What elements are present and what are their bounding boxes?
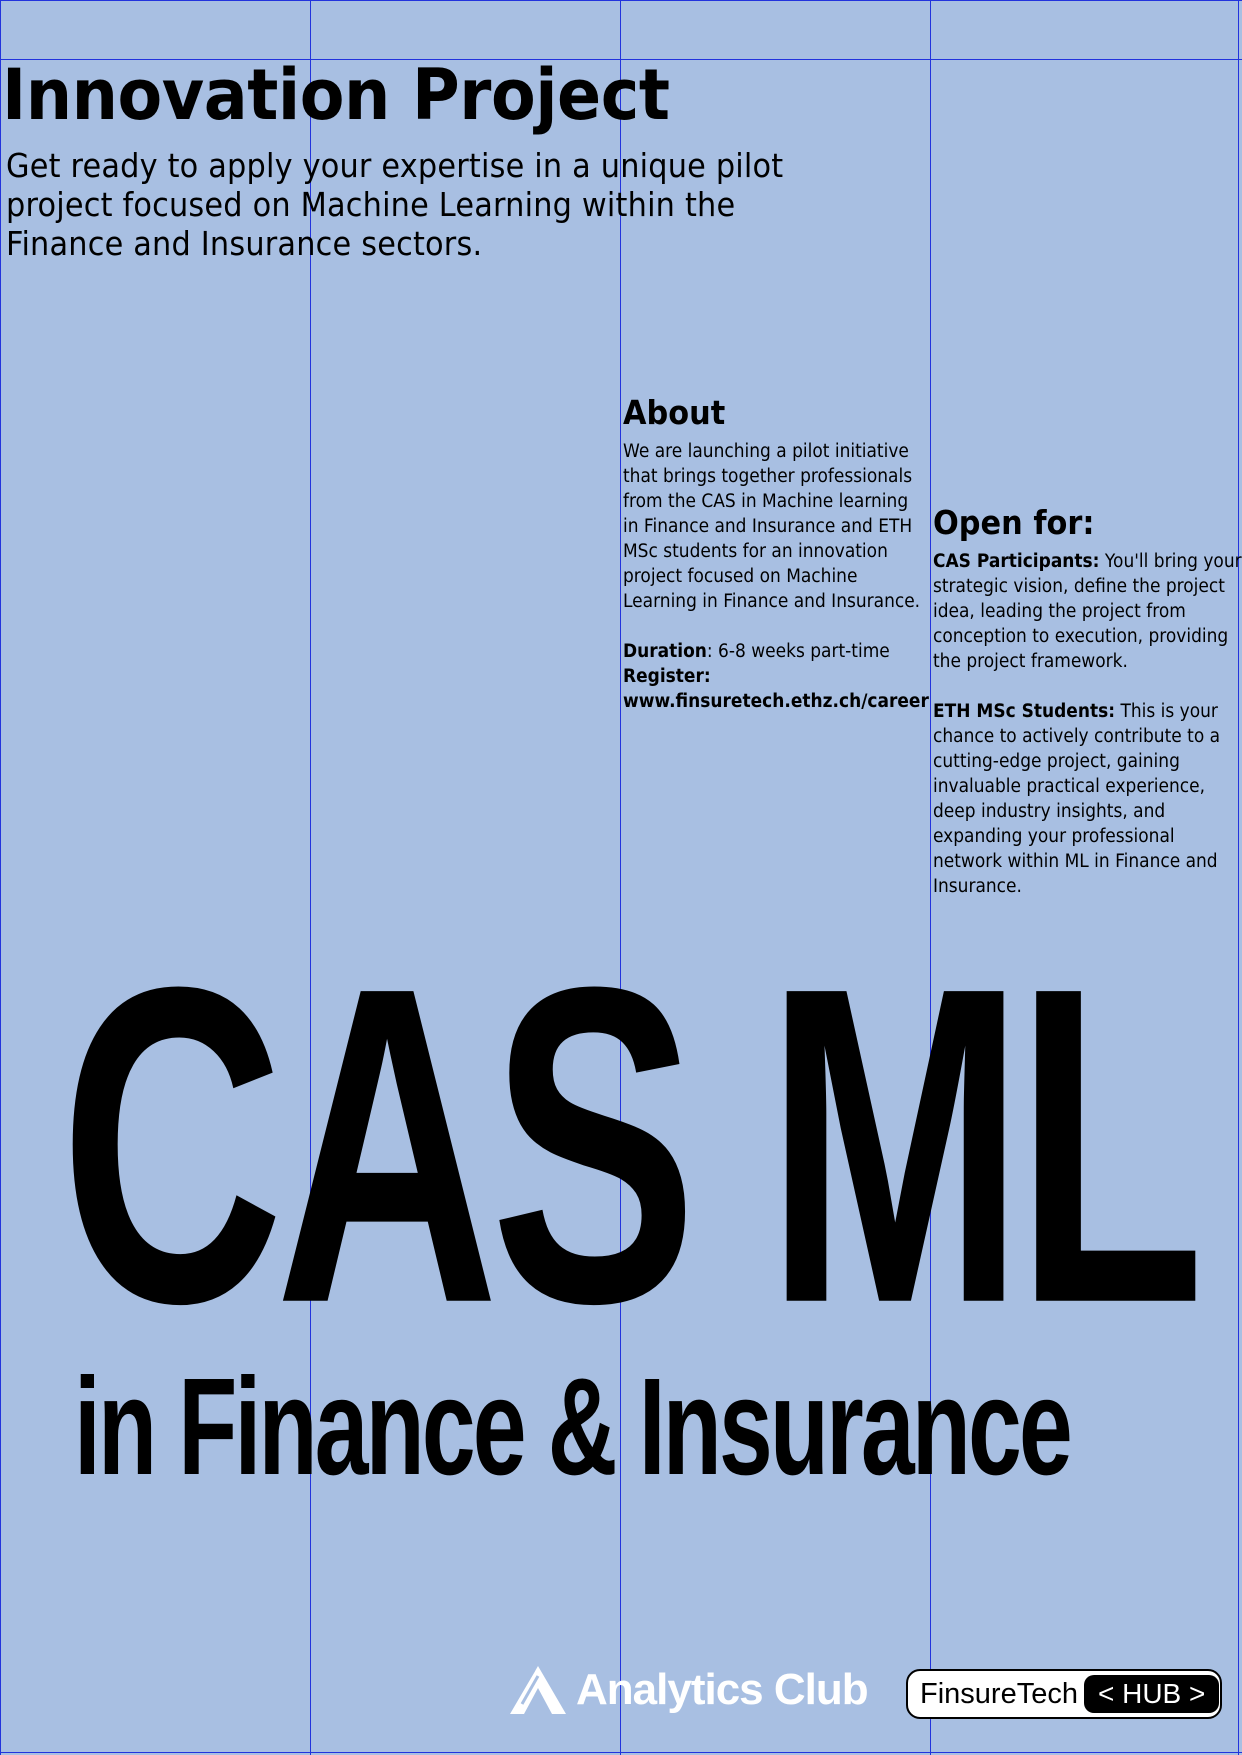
page-subtitle: Get ready to apply your expertise in a unique pilot project focused on Machine Learning within the Finance and Insurance sectors. <box>6 146 784 263</box>
analytics-club-logo <box>508 1660 868 1720</box>
about-heading: About <box>623 393 726 432</box>
analytics-club-text: Analytics Club <box>576 1665 868 1714</box>
open-for-section <box>933 503 1242 899</box>
eth-students-text: ETH MSc Students: This is your chance to actively contribute to a cutting-edge project, gaining invaluable practical experience, deep industry insights, and expanding your professional network within ML in Finance and Insurance. <box>933 701 1221 897</box>
analytics-club-icon <box>508 1664 568 1716</box>
guide-line <box>0 0 1242 1</box>
about-body: We are launching a pilot initiative that brings together professionals from the CAS in Machine learning in Finance and Insurance and ETH MSc students for an innovation project focused on Machine Learning in Finance and Insurance. <box>623 441 921 612</box>
about-section <box>623 393 933 714</box>
banner-main: CAS ML <box>60 893 1197 1397</box>
register-label: Register: <box>623 666 711 687</box>
open-for-heading: Open for: <box>933 503 1095 542</box>
duration-line <box>623 639 927 664</box>
cas-participants-label: CAS Participants: <box>933 551 1100 572</box>
finsuretech-tag: < HUB > <box>1084 1675 1219 1713</box>
duration-value: : 6-8 weeks part-time <box>706 641 890 662</box>
guide-line <box>0 0 1 1755</box>
finsuretech-name: FinsureTech <box>920 1677 1078 1710</box>
eth-students-label: ETH MSc Students: <box>933 701 1116 722</box>
guide-line <box>0 1752 1242 1753</box>
cas-participants-text: CAS Participants: You'll bring your strategic vision, define the project idea, leading the project from conception to execution, providing the project framework. <box>933 551 1242 672</box>
banner-sub: in Finance & Insurance <box>74 1350 1070 1504</box>
register-link[interactable]: www.finsuretech.ethz.ch/career <box>623 691 929 712</box>
page-title: Innovation Project <box>2 54 670 136</box>
finsuretech-hub-logo <box>906 1669 1222 1719</box>
duration-label: Duration <box>623 641 707 662</box>
